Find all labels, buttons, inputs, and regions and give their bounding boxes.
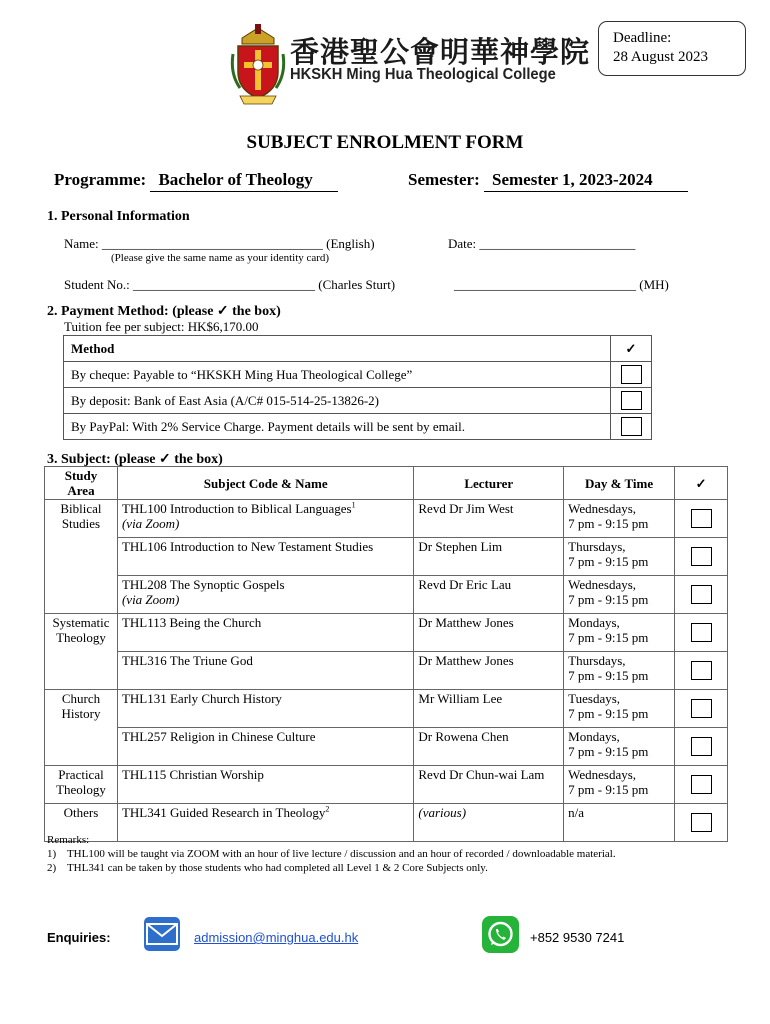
phone-number: +852 9530 7241 [530,930,625,945]
subject-cell: THL257 Religion in Chinese Culture [117,728,413,766]
study-area-header: Study Area [45,467,118,500]
lecturer-cell: (various) [414,804,564,842]
date-blank[interactable]: ________________________ [479,236,636,251]
college-crest-icon [230,24,286,106]
enquiries-label: Enquiries: [47,930,111,945]
student-no-label: Student No.: [64,277,130,292]
name-blank[interactable]: __________________________________ [101,236,323,251]
table-row [45,538,728,576]
programme-row [54,170,338,192]
study-area-others: Others [45,804,118,842]
subject-checkbox[interactable] [691,585,712,604]
name-note: (Please give the same name as your identity card) [111,252,330,264]
subject-checkbox[interactable] [691,775,712,794]
mh-suffix: (MH) [639,277,669,292]
payment-row [64,388,652,414]
remark-item: 2) THL341 can be taken by those students who had completed all Level 1 & 2 Core Subjects only. [47,862,488,874]
subject-table [44,466,728,842]
table-row [45,766,728,804]
college-name-english: HKSKH Ming Hua Theological College [290,66,556,83]
student-no-blank[interactable]: ____________________________ [132,277,315,292]
payment-table [63,335,652,440]
day-time-header: Day & Time [564,467,675,500]
payment-row [64,362,652,388]
subject-checkbox[interactable] [691,813,712,832]
date-field[interactable] [448,236,635,252]
lecturer-cell: Dr Matthew Jones [414,614,564,652]
personal-info-heading: 1. Personal Information [47,209,190,224]
study-area-biblical: Biblical Studies [45,500,118,614]
payment-heading: 2. Payment Method: (please ✓ the box) [47,304,281,319]
subject-cell: THL100 Introduction to Biblical Languages$^1$ (via Zoom) [117,500,413,538]
table-row [45,614,728,652]
remarks [47,833,616,875]
lecturer-cell: Revd Dr Eric Lau [414,576,564,614]
day-time-cell: Tuesdays, 7 pm - 9:15 pm [564,690,675,728]
method-header: Method [64,336,611,362]
tuition-fee: Tuition fee per subject: HK$6,170.00 [64,319,259,334]
payment-method-deposit: By deposit: Bank of East Asia (A/C# 015-514-25-13826-2) [64,388,611,414]
table-row [45,576,728,614]
subject-checkbox[interactable] [691,547,712,566]
lecturer-cell: Mr William Lee [414,690,564,728]
subject-checkbox[interactable] [691,623,712,642]
semester-value: Semester 1, 2023-2024 [484,170,688,192]
remarks-title: Remarks: [47,834,90,846]
mh-blank[interactable]: ____________________________ [454,277,636,292]
envelope-icon [144,917,180,951]
student-no-field[interactable] [64,277,395,293]
name-label: Name: [64,236,99,251]
form-title: SUBJECT ENROLMENT FORM [246,132,524,153]
day-time-cell: Wednesdays, 7 pm - 9:15 pm [564,576,675,614]
payment-row [64,414,652,440]
remark-item: 1) THL100 will be taught via ZOOM with an hour of live lecture / discussion and an hour of recorded / downloadable material. [47,848,616,860]
deadline-date: 28 August 2023 [613,49,709,65]
lecturer-header: Lecturer [414,467,564,500]
mh-no-field[interactable] [454,277,669,293]
study-area-church: Church History [45,690,118,766]
lecturer-cell: Dr Rowena Chen [414,728,564,766]
table-row [45,652,728,690]
name-suffix: (English) [326,236,375,251]
programme-label: Programme: [54,170,147,189]
subject-cell: THL115 Christian Worship [117,766,413,804]
deadline-box [598,21,746,76]
date-label: Date: [448,236,477,251]
subject-cell: THL316 The Triune God [117,652,413,690]
subject-checkbox[interactable] [691,699,712,718]
subject-checkbox[interactable] [691,661,712,680]
name-field[interactable] [64,236,375,252]
day-time-cell: Wednesdays, 7 pm - 9:15 pm [564,766,675,804]
subject-checkbox[interactable] [691,737,712,756]
payment-method-cheque: By cheque: Payable to “HKSKH Ming Hua Theological College” [64,362,611,388]
payment-checkbox-cheque[interactable] [621,365,642,384]
semester-label: Semester: [408,170,480,189]
subject-checkbox[interactable] [691,509,712,528]
payment-header-row [64,336,652,362]
whatsapp-icon [482,916,519,953]
student-no-suffix: (Charles Sturt) [318,277,396,292]
table-row [45,690,728,728]
payment-checkbox-deposit[interactable] [621,391,642,410]
table-row [45,728,728,766]
payment-checkbox-paypal[interactable] [621,417,642,436]
subject-cell: THL341 Guided Research in Theology$^2$ [117,804,413,842]
programme-value: Bachelor of Theology [150,170,338,192]
payment-method-paypal: By PayPal: With 2% Service Charge. Payment details will be sent by email. [64,414,611,440]
table-row [45,500,728,538]
day-time-cell: Wednesdays, 7 pm - 9:15 pm [564,500,675,538]
day-time-cell: Thursdays, 7 pm - 9:15 pm [564,652,675,690]
study-area-systematic: Systematic Theology [45,614,118,690]
subject-header: Subject Code & Name [117,467,413,500]
subject-heading: 3. Subject: (please ✓ the box) [47,452,223,467]
day-time-cell: n/a [564,804,675,842]
semester-row [408,170,688,192]
subject-cell: THL106 Introduction to New Testament Studies [117,538,413,576]
day-time-cell: Mondays, 7 pm - 9:15 pm [564,728,675,766]
study-area-practical: Practical Theology [45,766,118,804]
day-time-cell: Thursdays, 7 pm - 9:15 pm [564,538,675,576]
subject-cell: THL113 Being the Church [117,614,413,652]
lecturer-cell: Revd Dr Jim West [414,500,564,538]
lecturer-cell: Dr Matthew Jones [414,652,564,690]
lecturer-cell: Dr Stephen Lim [414,538,564,576]
subject-header-row [45,467,728,500]
subject-cell: THL208 The Synoptic Gospels (via Zoom) [117,576,413,614]
check-header: ✓ [611,336,652,362]
day-time-cell: Mondays, 7 pm - 9:15 pm [564,614,675,652]
email-link[interactable]: admission@minghua.edu.hk [194,930,359,945]
deadline-label: Deadline: [613,30,672,46]
college-name-chinese: 香港聖公會明華神學院 [290,35,591,69]
check-header: ✓ [675,467,728,500]
subject-cell: THL131 Early Church History [117,690,413,728]
lecturer-cell: Revd Dr Chun-wai Lam [414,766,564,804]
